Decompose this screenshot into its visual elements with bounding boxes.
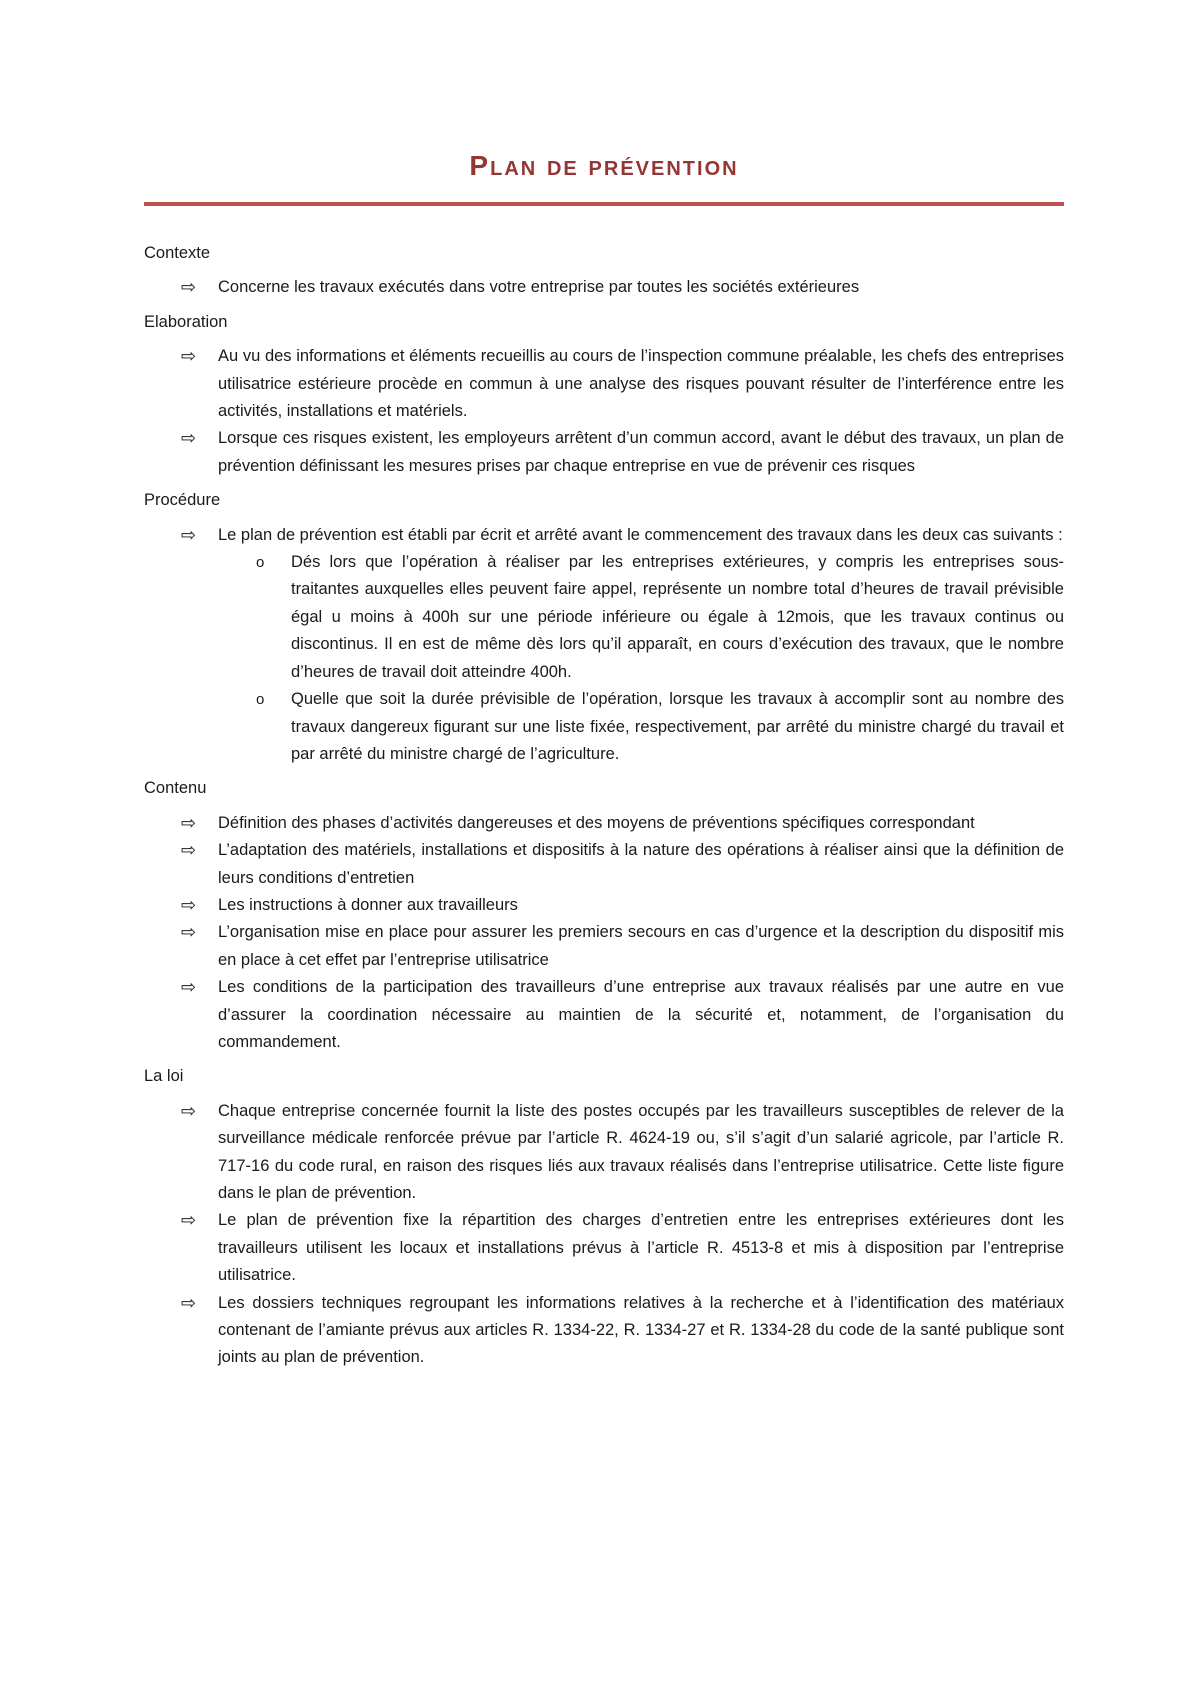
- list-item: [144, 892, 1064, 919]
- arrow-bullet-icon: ⇨: [181, 1292, 197, 1314]
- list-item: [144, 1207, 1064, 1289]
- list-item: [144, 1098, 1064, 1208]
- section-heading: Elaboration: [144, 312, 228, 331]
- arrow-bullet-icon: ⇨: [181, 894, 197, 916]
- section-heading: Procédure: [144, 491, 221, 510]
- sub-list-item-text: Dés lors que l’opération à réaliser par les entreprises extérieures, y compris les entreprises sous-traitantes auxquelles elles peuvent faire appel, représente un nombre total d’heures de travail prévisible égal u moins à 400h sur une période inférieure ou égale à 12mois, que les travaux continus ou discontinus. Il en est de même dès lors qu’il apparaît, en cours d’exécution des travaux, que le nombre d’heures de travail doit atteindre 400h.: [291, 553, 1064, 681]
- list-item-text: L’organisation mise en place pour assurer les premiers secours en cas d’urgence et la description du dispositif mis en place à cet effet par l’entreprise utilisatrice: [218, 923, 1064, 969]
- list-item-text: Lorsque ces risques existent, les employeurs arrêtent d’un commun accord, avant le début des travaux, un plan de prévention définissant les mesures prises par chaque entreprise en vue de prévenir ces risques: [218, 429, 1064, 475]
- title-underline: [144, 202, 1064, 206]
- arrow-bullet-icon: ⇨: [181, 1210, 197, 1232]
- list-item: [144, 1290, 1064, 1372]
- list-item-text: Le plan de prévention est établi par écrit et arrêté avant le commencement des travaux dans les deux cas suivants :: [218, 525, 1063, 544]
- list-item: [144, 974, 1064, 1056]
- arrow-bullet-icon: ⇨: [181, 346, 197, 368]
- list-item: [144, 522, 1064, 549]
- list-item-text: Définition des phases d’activités dangereuses et des moyens de préventions spécifiques correspondant: [218, 813, 975, 832]
- bullet-list: [144, 1098, 1064, 1372]
- circle-bullet-icon: o: [256, 554, 265, 572]
- document-title: Plan de prévention: [469, 150, 739, 181]
- document-body: [144, 240, 1064, 1379]
- bullet-list: [144, 343, 1064, 480]
- arrow-bullet-icon: ⇨: [181, 524, 197, 546]
- list-item: [144, 919, 1064, 974]
- circle-bullet-icon: o: [256, 691, 265, 709]
- arrow-bullet-icon: ⇨: [181, 922, 197, 944]
- list-item-text: L’adaptation des matériels, installations et dispositifs à la nature des opérations à réaliser ainsi que la définition de leurs conditions d’entretien: [218, 841, 1064, 887]
- arrow-bullet-icon: ⇨: [181, 840, 197, 862]
- list-item-text: Chaque entreprise concernée fournit la liste des postes occupés par les travailleurs susceptibles de relever de la surveillance médicale renforcée prévue par l’article R. 4624-19 ou, s’il s’agit d’un salarié agricole, par l’article R. 717-16 du code rural, en raison des risques liés aux travaux réalisés dans l’entreprise utilisatrice. Cette liste figure dans le plan de prévention.: [218, 1101, 1064, 1202]
- sub-list-item: [144, 686, 1064, 768]
- list-item-text: Au vu des informations et éléments recueillis au cours de l’inspection commune préalable, les chefs des entreprises utilisatrice estérieure procède en commun à une analyse des risques pouvant résulter de l’interférence entre les activités, installations et matériels.: [218, 347, 1064, 421]
- list-item-text: Le plan de prévention fixe la répartition des charges d’entretien entre les entreprises extérieures dont les travailleurs utilisent les locaux et installations prévus à l’article R. 4513-8 et mis à disposition par l’entreprise utilisatrice.: [218, 1211, 1064, 1285]
- sub-list-item: [144, 549, 1064, 686]
- bullet-list: [144, 274, 1064, 301]
- arrow-bullet-icon: ⇨: [181, 277, 197, 299]
- list-item: [144, 810, 1064, 837]
- bullet-list: [144, 522, 1064, 769]
- list-item-text: Les instructions à donner aux travailleurs: [218, 895, 518, 914]
- list-item-text: Les dossiers techniques regroupant les informations relatives à la recherche et à l’identification des matériaux contenant de l’amiante prévus aux articles R. 1334-22, R. 1334-27 et R. 1334-28 du code de la santé publique sont joints au plan de prévention.: [218, 1293, 1064, 1367]
- list-item: [144, 425, 1064, 480]
- arrow-bullet-icon: ⇨: [181, 1100, 197, 1122]
- section-heading: Contexte: [144, 244, 211, 262]
- arrow-bullet-icon: ⇨: [181, 428, 197, 450]
- arrow-bullet-icon: ⇨: [181, 977, 197, 999]
- list-item: [144, 343, 1064, 425]
- list-item-text: Les conditions de la participation des travailleurs d’une entreprise aux travaux réalisés par une autre en vue d’assurer la coordination nécessaire au maintien de la sécurité et, notamment, de l’organisation du commandement.: [218, 978, 1064, 1051]
- section-heading: La loi: [144, 1067, 184, 1086]
- section-heading: Contenu: [144, 779, 207, 798]
- arrow-bullet-icon: ⇨: [181, 812, 197, 834]
- list-item: [144, 274, 1064, 301]
- sub-list-item-text: Quelle que soit la durée prévisible de l’opération, lorsque les travaux à accomplir sont au nombre des travaux dangereux figurant sur une liste fixée, respectivement, par arrêté du ministre chargé du travail et par arrêté du ministre chargé de l’agriculture.: [291, 690, 1064, 763]
- list-item: [144, 837, 1064, 892]
- list-item-text: Concerne les travaux exécutés dans votre entreprise par toutes les sociétés extérieures: [218, 278, 860, 297]
- bullet-list: [144, 810, 1064, 1057]
